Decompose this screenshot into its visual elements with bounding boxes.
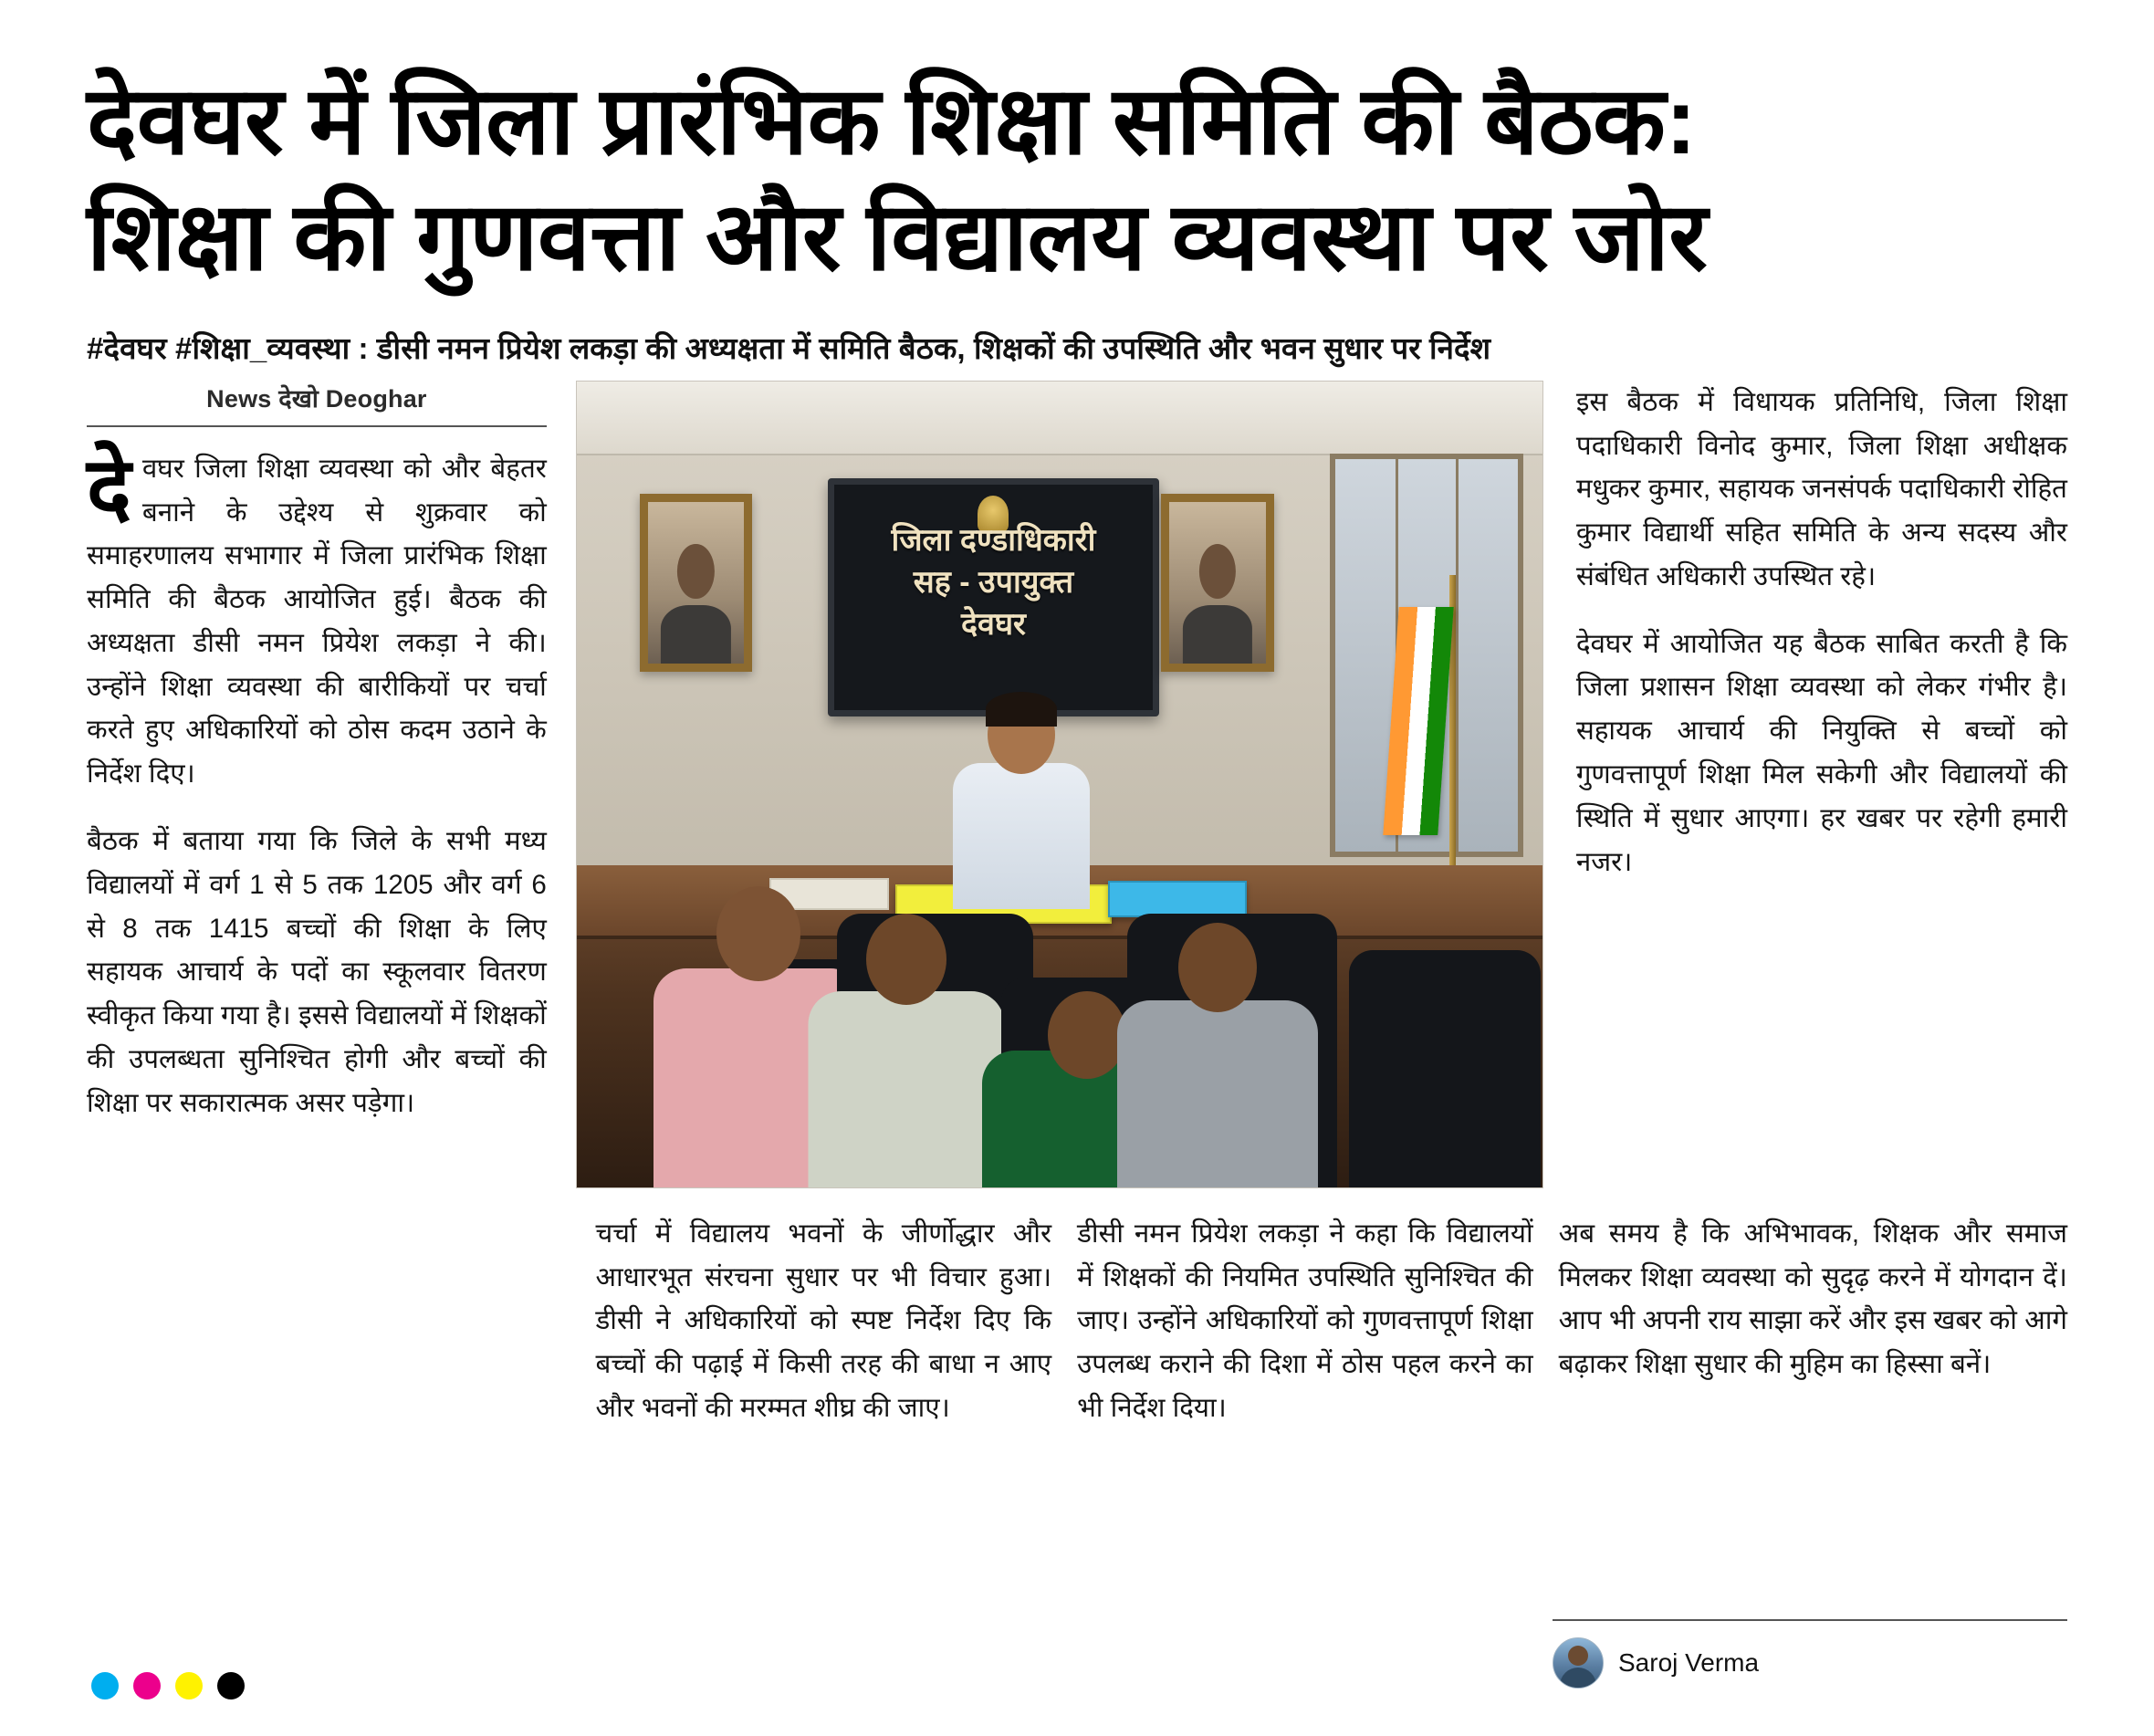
article-body (87, 381, 2067, 1188)
cmyk-dot-cyan (91, 1672, 119, 1699)
column-middle (576, 381, 1543, 1188)
column-right (1543, 381, 2067, 1188)
paragraph-bottom-1: चर्चा में विद्यालय भवनों के जीर्णोद्धार और आधारभूत संरचना सुधार पर भी विचार हुआ। डीसी ने अधिकारियों को स्पष्ट निर्देश दिए कि बच्चों की पढ़ाई में किसी तरह की बाधा न आए और भवनों की मरम्मत शीघ्र की जाए। (595, 1218, 1052, 1423)
byline (1553, 1637, 2067, 1689)
article-photo (576, 381, 1543, 1188)
bottom-column-3 (1077, 1212, 1559, 1430)
signboard-line-2: सह - उपायुक्त (913, 565, 1074, 601)
cmyk-dot-black (217, 1672, 245, 1699)
column-left (87, 381, 576, 1188)
subheadline: #देवघर #शिक्षा_व्यवस्था : डीसी नमन प्रियेश लकड़ा की अध्यक्षता में समिति बैठक, शिक्षकों की उपस्थिति और भवन सुधार पर निर्देश (87, 330, 1491, 365)
chair-back-5 (1349, 950, 1541, 1187)
source-kicker: News देखो Deoghar (206, 384, 427, 413)
byline-author-name: Saroj Verma (1618, 1648, 1760, 1677)
attendee-2 (809, 914, 1005, 1187)
signboard-line-1: जिला दण्डाधिकारी (891, 523, 1096, 559)
paragraph-right-1: इस बैठक में विधायक प्रतिनिधि, जिला शिक्षा पदाधिकारी विनोद कुमार, जिला शिक्षा अधीक्षक मधुकर कुमार, सहायक जनसंपर्क पदाधिकारी रोहित कुमार विद्यार्थी सहित समिति के अन्य सदस्य और संबंधित अधिकारी उपस्थित रहे। (1575, 386, 2067, 591)
article-bottom-row (87, 1212, 2067, 1430)
signboard-line-3: देवघर (960, 607, 1026, 643)
cmyk-dot-magenta (133, 1672, 161, 1699)
bottom-column-1 (87, 1212, 595, 1430)
desk-folder-blue (1108, 881, 1247, 916)
headline-line-2: शिक्षा की गुणवत्ता और विद्यालय व्यवस्था पर जोर (87, 183, 1708, 290)
byline-divider (1553, 1619, 2067, 1621)
headline-line-1: देवघर में जिला प्रारंभिक शिक्षा समिति की बैठक: (87, 68, 1697, 174)
cmyk-registration-marks (91, 1672, 245, 1699)
presiding-officer (953, 695, 1090, 905)
page-title (87, 64, 2067, 296)
paragraph-bottom-2: डीसी नमन प्रियेश लकड़ा ने कहा कि विद्यालयों में शिक्षकों की नियमित उपस्थिति सुनिश्चित की जाए। उन्होंने अधिकारियों को गुणवत्तापूर्ण शिक्षा उपलब्ध कराने की दिशा में ठोस पहल करने का भी निर्देश दिया। (1077, 1218, 1533, 1423)
photo-scene (577, 382, 1542, 1187)
office-signboard (828, 478, 1159, 716)
paragraph-left-1: देवघर जिला शिक्षा व्यवस्था को और बेहतर बनाने के उद्देश्य से शुक्रवार को समाहरणालय सभागार में जिला प्रारंभिक शिक्षा समिति की बैठक आयोजित हुई। बैठक की अध्यक्षता डीसी नमन प्रियेश लकड़ा ने की। उन्होंने शिक्षा व्यवस्था की बारीकियों पर चर्चा करते हुए अधिकारियों को ठोस कदम उठाने के निर्देश दिए। (87, 441, 547, 790)
photo-ceiling (577, 382, 1542, 455)
attendee-4 (1117, 923, 1318, 1187)
kicker-divider (87, 425, 547, 427)
paragraph-right-3: अब समय है कि अभिभावक, शिक्षक और समाज मिलकर शिक्षा व्यवस्था को सुदृढ़ करने में योगदान दें। आप भी अपनी राय साझा करें और इस खबर को आगे बढ़ाकर शिक्षा सुधार की मुहिम का हिस्सा बनें। (1558, 1218, 2067, 1380)
paragraph-right-2: देवघर में आयोजित यह बैठक साबित करती है कि जिला प्रशासन शिक्षा व्यवस्था को लेकर गंभीर है। सहायक आचार्य की नियुक्ति से बच्चों को गुणवत्तापूर्ण शिक्षा मिल सकेगी और विद्यालयों की स्थिति में सुधार आएगा। हर खबर पर रहेगी हमारी नजर। (1575, 628, 2067, 877)
bottom-column-4 (1559, 1212, 2067, 1430)
portrait-frame-right (1161, 494, 1274, 672)
avatar (1553, 1637, 1604, 1689)
portrait-frame-left (640, 494, 753, 672)
cmyk-dot-yellow (175, 1672, 203, 1699)
paragraph-left-2: बैठक में बताया गया कि जिले के सभी मध्य विद्यालयों में वर्ग 1 से 5 तक 1205 और वर्ग 6 से 8 तक 1415 बच्चों की शिक्षा के लिए सहायक आचार्य के पदों का स्कूलवार वितरण स्वीकृत किया गया है। इससे विद्यालयों में शिक्षकों की उपलब्धता सुनिश्चित होगी और बच्चों की शिक्षा पर सकारात्मक असर पड़ेगा। (87, 826, 547, 1118)
bottom-column-2 (595, 1212, 1077, 1430)
byline-area (1520, 1595, 2067, 1689)
